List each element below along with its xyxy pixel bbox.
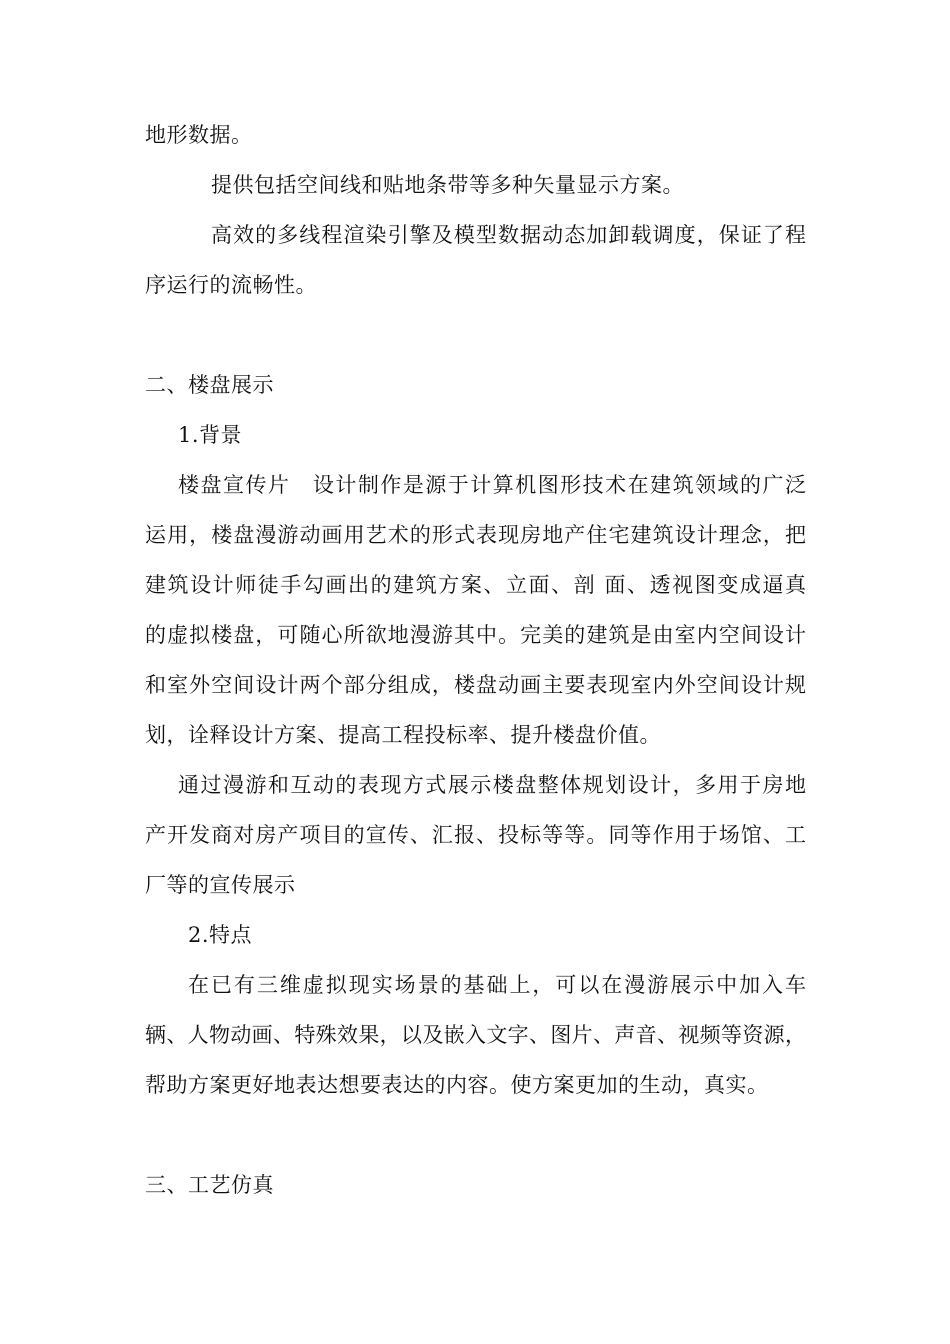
text-line: 厂等的宣传展示 — [145, 873, 296, 897]
subsection-heading: 1.背景 — [178, 423, 243, 447]
text-line: 地形数据。 — [145, 123, 253, 147]
text-line: 序运行的流畅性。 — [145, 273, 317, 297]
section-heading: 三、工艺仿真 — [145, 1173, 274, 1197]
text-line: 在已有三维虚拟现实场景的基础上，可以在漫游展示中加入车 — [188, 973, 806, 997]
text-line: 辆、人物动画、特殊效果，以及嵌入文字、图片、声音、视频等资源， — [145, 1023, 806, 1047]
text-line: 和室外空间设计两个部分组成，楼盘动画主要表现室内外空间设计规 — [145, 673, 806, 697]
text-line: 划，诠释设计方案、提高工程投标率、提升楼盘价值。 — [145, 723, 661, 747]
subsection-heading: 2.特点 — [188, 923, 253, 947]
text-line: 的虚拟楼盘，可随心所欲地漫游其中。完美的建筑是由室内空间设计 — [145, 623, 806, 647]
text-line: 产开发商对房产项目的宣传、汇报、投标等等。同等作用于场馆、工 — [145, 823, 806, 847]
text-line: 提供包括空间线和贴地条带等多种矢量显示方案。 — [211, 173, 684, 197]
text-line: 建筑设计师徒手勾画出的建筑方案、立面、剖 面、透视图变成逼真 — [145, 573, 806, 597]
section-heading: 二、楼盘展示 — [145, 373, 274, 397]
text-line: 运用，楼盘漫游动画用艺术的形式表现房地产住宅建筑设计理念，把 — [145, 523, 806, 547]
text-line: 通过漫游和互动的表现方式展示楼盘整体规划设计，多用于房地 — [178, 773, 806, 797]
text-line: 高效的多线程渲染引擎及模型数据动态加卸载调度，保证了程 — [211, 223, 806, 247]
text-line: 楼盘宣传片 设计制作是源于计算机图形技术在建筑领域的广泛 — [178, 473, 806, 497]
text-line: 帮助方案更好地表达想要表达的内容。使方案更加的生动，真实。 — [145, 1073, 769, 1097]
